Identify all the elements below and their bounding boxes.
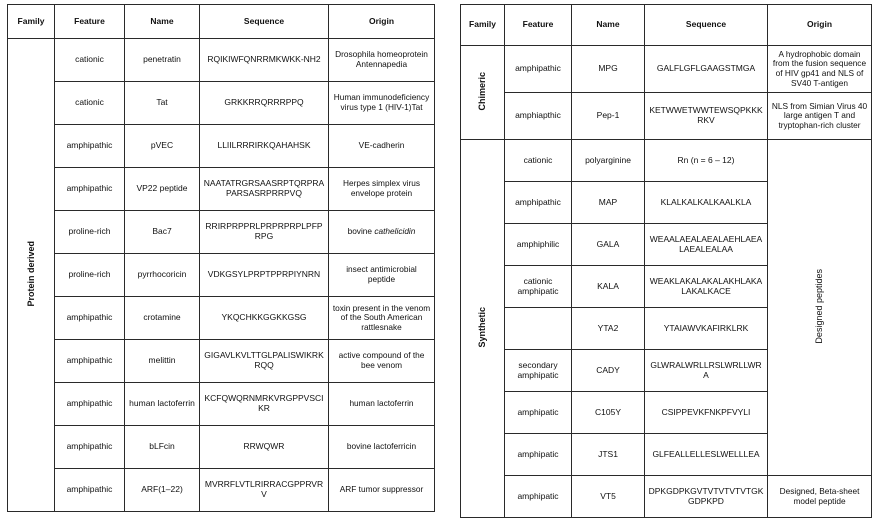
name-cell: human lactoferrin — [125, 383, 200, 426]
feature-cell: amphiphilic — [505, 224, 572, 266]
origin-cell-designed-peptides — [768, 140, 872, 476]
sequence-cell: GALFLGFLGAAGSTMGA — [645, 46, 768, 93]
protein-derived-table — [7, 4, 435, 512]
sequence-cell: YKQCHKKGGKKGSG — [200, 297, 329, 340]
name-cell: melittin — [125, 340, 200, 383]
table-row — [8, 340, 435, 383]
feature-cell: amphipathic — [55, 340, 125, 383]
sequence-cell: RQIKIWFQNRRMKWKK-NH2 — [200, 39, 329, 82]
column-header-name: Name — [572, 5, 645, 46]
family-label: Protein derived — [25, 240, 36, 307]
family-cell-chimeric — [461, 46, 505, 140]
chimeric-synthetic-table — [460, 4, 872, 518]
shared-origin-label: Designed peptides — [814, 268, 825, 344]
feature-cell: amphipathic — [55, 426, 125, 469]
sequence-cell: CSIPPEVKFNKPFVYLI — [645, 392, 768, 434]
name-cell: pyrrhocoricin — [125, 254, 200, 297]
name-cell: MAP — [572, 182, 645, 224]
column-header-family: Family — [461, 5, 505, 46]
sequence-cell: RRWQWR — [200, 426, 329, 469]
name-cell: ARF(1–22) — [125, 469, 200, 512]
table-row — [8, 383, 435, 426]
feature-cell: amphipathic — [55, 383, 125, 426]
name-cell: penetratin — [125, 39, 200, 82]
origin-prefix: bovine — [347, 226, 375, 237]
column-header-family: Family — [8, 5, 55, 39]
name-cell: Bac7 — [125, 211, 200, 254]
origin-cell: toxin present in the venom of the South American rattlesnake — [329, 297, 435, 340]
feature-cell: proline-rich — [55, 211, 125, 254]
name-cell: polyarginine — [572, 140, 645, 182]
feature-cell: amphipatic — [505, 392, 572, 434]
sequence-cell: VDKGSYLPRPTPPRPIYNRN — [200, 254, 329, 297]
name-cell: JTS1 — [572, 434, 645, 476]
column-header-feature: Feature — [505, 5, 572, 46]
table-row — [8, 254, 435, 297]
origin-cell: active compound of the bee venom — [329, 340, 435, 383]
table-row — [461, 140, 872, 182]
table-header-row — [461, 5, 872, 46]
sequence-cell: KLALKALKALKAALKLA — [645, 182, 768, 224]
origin-italic: cathelicidin — [374, 226, 416, 237]
column-header-origin: Origin — [329, 5, 435, 39]
feature-cell: amphipathic — [505, 46, 572, 93]
feature-cell: cationic amphipatic — [505, 266, 572, 308]
feature-cell: amphipathic — [55, 125, 125, 168]
origin-cell: VE-cadherin — [329, 125, 435, 168]
table-row — [8, 426, 435, 469]
table-row — [8, 211, 435, 254]
table-row — [461, 93, 872, 140]
name-cell: VT5 — [572, 476, 645, 518]
origin-cell: Herpes simplex virus envelope protein — [329, 168, 435, 211]
origin-cell: Designed, Beta-sheet model peptide — [768, 476, 872, 518]
feature-cell: amphiapthic — [505, 93, 572, 140]
origin-cell: A hydrophobic domain from the fusion sequence of HIV gp41 and NLS of SV40 T-antigen — [768, 46, 872, 93]
sequence-cell: GLFEALLELLESLWELLLEA — [645, 434, 768, 476]
column-header-feature: Feature — [55, 5, 125, 39]
sequence-cell: GLWRALWRLLRSLWRLLWRA — [645, 350, 768, 392]
feature-cell: amphipathic — [505, 182, 572, 224]
table-row — [461, 476, 872, 518]
feature-cell: cationic — [505, 140, 572, 182]
feature-cell: amphipatic — [505, 434, 572, 476]
origin-cell: bovine lactoferricin — [329, 426, 435, 469]
origin-cell — [329, 211, 435, 254]
name-cell: KALA — [572, 266, 645, 308]
feature-cell: secondary amphipatic — [505, 350, 572, 392]
sequence-cell: NAATATRGRSAASRPTQRPRAPARSASRPRRPVQ — [200, 168, 329, 211]
family-label: Synthetic — [477, 306, 488, 348]
sequence-cell: YTAIAWVKAFIRKLRK — [645, 308, 768, 350]
sequence-cell: GRKKRRQRRRPPQ — [200, 82, 329, 125]
name-cell: Tat — [125, 82, 200, 125]
name-cell: YTA2 — [572, 308, 645, 350]
name-cell: Pep-1 — [572, 93, 645, 140]
name-cell: bLFcin — [125, 426, 200, 469]
family-cell-synthetic — [461, 140, 505, 518]
name-cell: VP22 peptide — [125, 168, 200, 211]
sequence-cell: LLIILRRRIRKQAHAHSK — [200, 125, 329, 168]
sequence-cell: DPKGDPKGVTVTVTVTVTGKGDPKPD — [645, 476, 768, 518]
name-cell: crotamine — [125, 297, 200, 340]
origin-cell: ARF tumor suppressor — [329, 469, 435, 512]
table-row — [8, 82, 435, 125]
sequence-cell: KETWWETWWTEWSQPKKKRKV — [645, 93, 768, 140]
sequence-cell: RRIRPRPPRLPRPRPRPLPFPRPG — [200, 211, 329, 254]
name-cell: GALA — [572, 224, 645, 266]
sequence-cell: WEAALAEALAEALAEHLAEALAEALEALAA — [645, 224, 768, 266]
origin-cell: NLS from Simian Virus 40 large antigen T and tryptophan-rich cluster — [768, 93, 872, 140]
family-cell-protein-derived — [8, 39, 55, 512]
name-cell: CADY — [572, 350, 645, 392]
sequence-cell: GIGAVLKVLTTGLPALISWIKRKRQQ — [200, 340, 329, 383]
table-row — [8, 469, 435, 512]
origin-cell: human lactoferrin — [329, 383, 435, 426]
feature-cell: proline-rich — [55, 254, 125, 297]
feature-cell: cationic — [55, 82, 125, 125]
origin-cell: Human immunodeficiency virus type 1 (HIV-1)Tat — [329, 82, 435, 125]
table-row — [8, 39, 435, 82]
feature-cell: amphipathic — [55, 168, 125, 211]
table-row — [8, 125, 435, 168]
sequence-cell: Rn (n = 6 – 12) — [645, 140, 768, 182]
feature-cell: amphipathic — [55, 469, 125, 512]
sequence-cell: WEAKLAKALAKALAKHLAKALAKALKACE — [645, 266, 768, 308]
origin-cell: insect antimicrobial peptide — [329, 254, 435, 297]
column-header-sequence: Sequence — [200, 5, 329, 39]
family-label: Chimeric — [477, 71, 488, 111]
table-row — [461, 46, 872, 93]
column-header-sequence: Sequence — [645, 5, 768, 46]
feature-cell: cationic — [55, 39, 125, 82]
name-cell: pVEC — [125, 125, 200, 168]
origin-cell: Drosophila homeoprotein Antennapedia — [329, 39, 435, 82]
feature-cell — [505, 308, 572, 350]
feature-cell: amphipathic — [55, 297, 125, 340]
table-row — [8, 168, 435, 211]
feature-cell: amphipatic — [505, 476, 572, 518]
column-header-origin: Origin — [768, 5, 872, 46]
table-header-row — [8, 5, 435, 39]
column-header-name: Name — [125, 5, 200, 39]
name-cell: MPG — [572, 46, 645, 93]
sequence-cell: KCFQWQRNMRKVRGPPVSCIKR — [200, 383, 329, 426]
sequence-cell: MVRRFLVTLRIRRACGPPRVRV — [200, 469, 329, 512]
name-cell: C105Y — [572, 392, 645, 434]
table-row — [8, 297, 435, 340]
